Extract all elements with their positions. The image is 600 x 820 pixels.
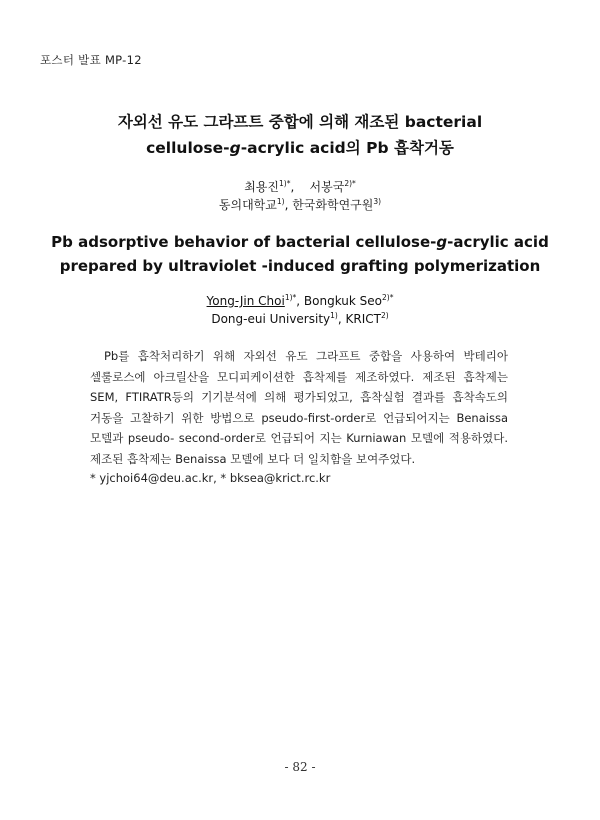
graft-g-italic: g (229, 139, 241, 157)
session-label: 포스터 발표 MP-12 (40, 53, 142, 67)
graft-g-italic: g (436, 233, 448, 251)
english-title-line2: prepared by ultraviolet -induced grafting polymerization (59, 257, 541, 275)
author-affil-mark: 2)* (382, 293, 394, 302)
abstract-line: 셀룰로스에 아크릴산을 모디피케이션한 흡착제를 제조하였다. 제조된 흡착제는 (90, 369, 508, 384)
english-authors: Yong-Jin Choi$^{1)*}$, Bongkuk Seo$^{2)*}$ (206, 293, 394, 308)
abstract-line: 제조된 흡착제는 Benaissa 모델에 보다 더 일치함을 보여주었다. (90, 451, 416, 466)
author-affil-mark: 1)* (284, 293, 297, 302)
contact-emails: * yjchoi64@deu.ac.kr, * bksea@krict.rc.kr (90, 471, 331, 485)
english-title-line1 (40, 229, 560, 255)
korean-title-line2 (40, 134, 560, 162)
abstract-line: 모델과 pseudo- second-order로 언급되어 지는 Kurniawan 모델에 적용하였다. (90, 431, 508, 445)
korean-title-part: -acrylic acid의 Pb 흡착거동 (240, 139, 454, 157)
english-title-part: Pb adsorptive behavior of bacterial cellulose- (51, 233, 437, 251)
author-affil-mark: 1)* (279, 179, 291, 188)
korean-affiliations: 동의대학교$^{1)}$, 한국화학연구원$^{3)}$ (218, 197, 382, 212)
author-name: 서봉국 (309, 180, 345, 194)
affiliation-name: KRICT (345, 312, 381, 326)
korean-authors: 최용진$^{1)*}$, 서봉국$^{2)*}$ (244, 179, 356, 194)
author-name: Yong-Jin Choi (206, 294, 285, 308)
affiliation-mark: 1) (276, 197, 285, 206)
author-name: Bongkuk Seo (303, 294, 382, 308)
affiliation-mark: 1) (330, 311, 338, 320)
abstract-body (90, 346, 508, 469)
affiliation-mark: 2) (380, 311, 389, 320)
english-title-part: -acrylic acid (447, 233, 549, 251)
korean-title-part: cellulose- (146, 139, 230, 157)
abstract-line: Pb를 흡착처리하기 위해 자외선 유도 그라프트 중합을 사용하여 박테리아 (104, 349, 508, 363)
english-affiliations: Dong-eui University$^{1)}$, KRICT$^{2)}$ (211, 311, 389, 326)
affiliation-name: 한국화학연구원 (292, 198, 374, 212)
korean-title-line1: 자외선 유도 그라프트 중합에 의해 재조된 bacterial (117, 113, 483, 131)
author-affil-mark: 2)* (344, 179, 356, 188)
affiliation-name: Dong-eui University (211, 312, 331, 326)
page-number: - 82 - (284, 760, 316, 774)
author-name: 최용진 (244, 180, 279, 194)
abstract-line: SEM, FTIRATR등의 기기분석에 의해 평가되었고, 흡착실험 결과를 흡착속도의 (90, 390, 508, 404)
abstract-line: 거동을 고찰하기 위한 방법으로 pseudo-first-order로 언급되어지는 Benaissa (90, 410, 508, 425)
affiliation-mark: 3) (373, 197, 382, 206)
affiliation-name: 동의대학교 (218, 198, 277, 212)
